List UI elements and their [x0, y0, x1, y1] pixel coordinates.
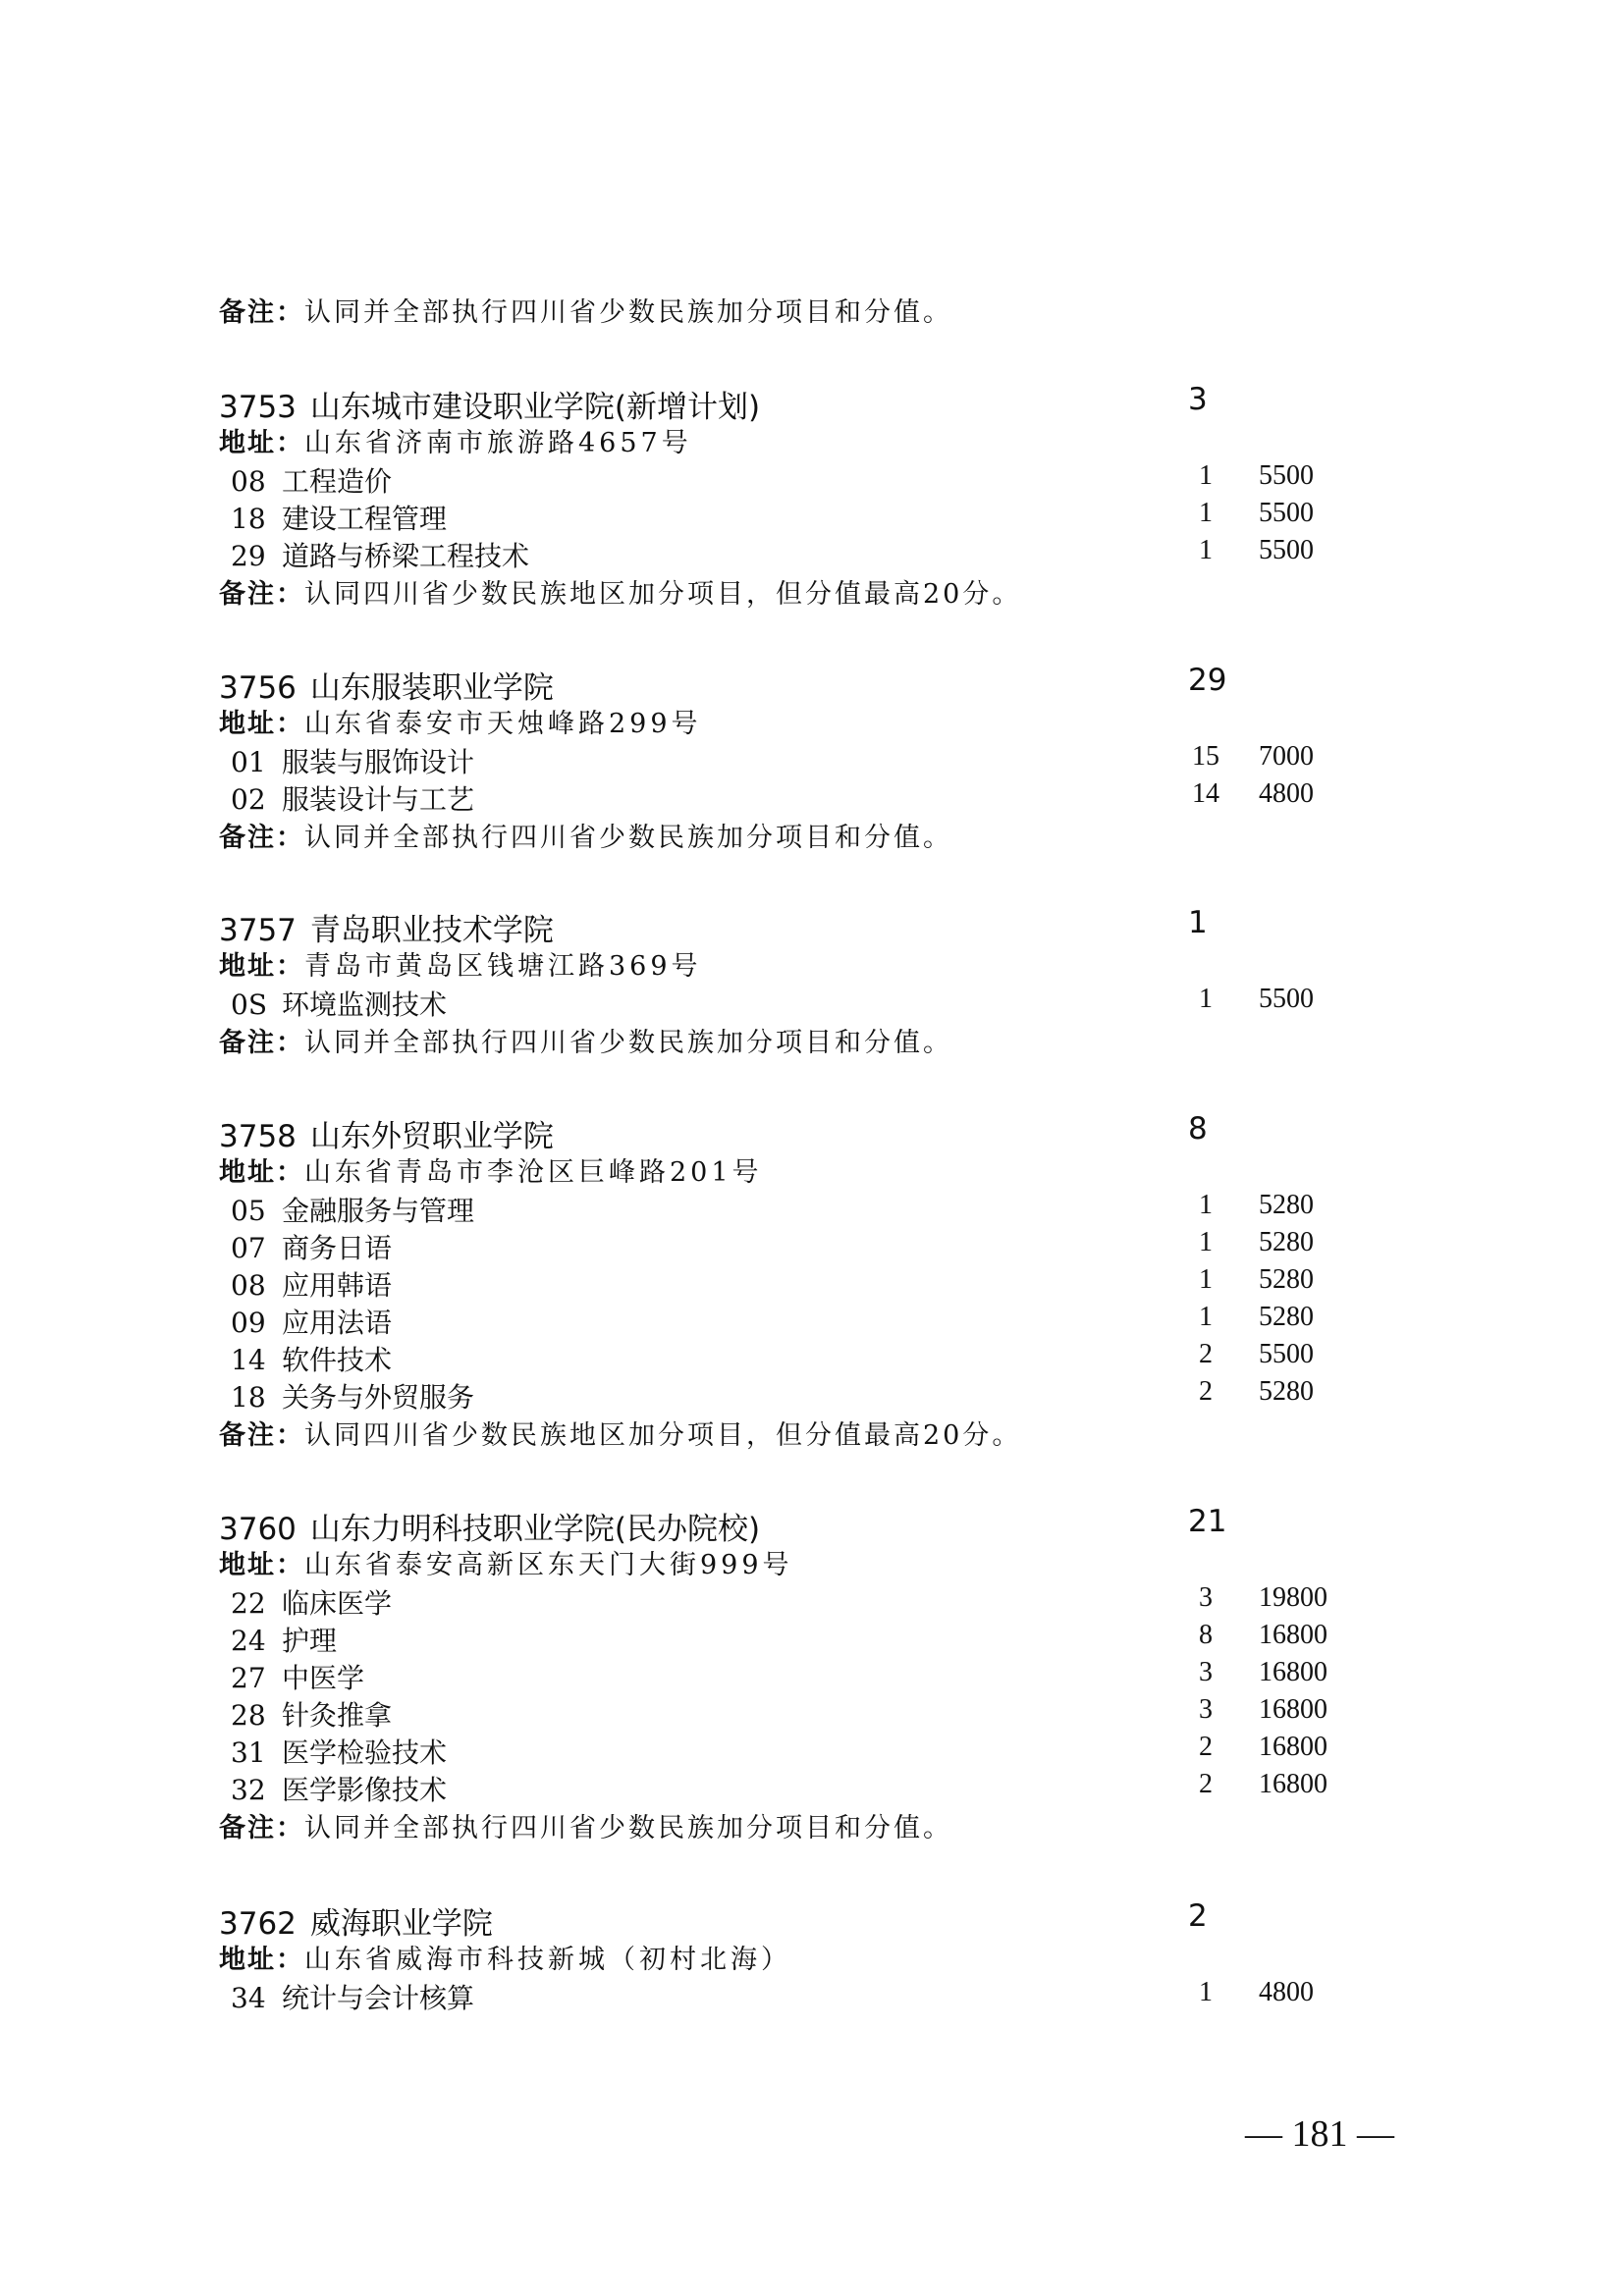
major-row	[231, 1339, 392, 1378]
address-text: 山东省泰安高新区东天门大街999号	[304, 1550, 793, 1580]
major-code: 08	[231, 465, 266, 498]
remark-text: 认同并全部执行四川省少数民族加分项目和分值。	[304, 1813, 952, 1843]
school-remark	[219, 1021, 952, 1059]
school-header	[219, 663, 554, 707]
remark-label: 备注：	[219, 823, 304, 853]
school-address	[219, 1150, 763, 1189]
school-remark	[219, 1414, 1021, 1452]
major-fee: 19800	[1259, 1582, 1327, 1613]
major-name: 环境监测技术	[282, 988, 448, 1021]
major-count: 1	[1199, 1977, 1213, 2007]
address-text: 青岛市黄岛区钱塘江路369号	[304, 951, 702, 982]
major-name: 服装与服饰设计	[282, 746, 475, 778]
major-count: 8	[1199, 1620, 1213, 1650]
major-count: 3	[1199, 1657, 1213, 1687]
major-fee: 5500	[1259, 460, 1314, 491]
major-code: 08	[231, 1269, 266, 1302]
major-name: 针灸推拿	[282, 1699, 393, 1732]
major-fee: 7000	[1259, 741, 1314, 772]
major-row	[231, 1657, 364, 1696]
major-fee: 5500	[1259, 984, 1314, 1014]
school-name: 青岛职业技术学院	[309, 913, 554, 948]
major-row	[231, 498, 447, 537]
major-name: 关务与外贸服务	[282, 1381, 475, 1414]
address-text: 山东省济南市旅游路4657号	[304, 428, 692, 458]
address-label: 地址：	[219, 709, 304, 739]
major-code: 24	[231, 1625, 266, 1657]
major-row	[231, 1190, 474, 1229]
major-count: 1	[1199, 1302, 1213, 1332]
major-code: 22	[231, 1587, 266, 1620]
school-name: 威海职业学院	[309, 1906, 493, 1942]
remark-label: 备注：	[219, 1813, 304, 1843]
major-count: 3	[1199, 1694, 1213, 1725]
major-code: 27	[231, 1662, 266, 1694]
major-row	[231, 1264, 392, 1304]
page-number-value: 181	[1291, 2113, 1348, 2155]
major-row	[231, 1694, 392, 1734]
school-plan-total: 21	[1188, 1504, 1227, 1539]
major-code: 34	[231, 1982, 266, 2014]
major-fee: 5280	[1259, 1302, 1314, 1332]
remark-text: 认同四川省少数民族地区加分项目，但分值最高20分。	[304, 579, 1022, 610]
address-text: 山东省泰安市天烛峰路299号	[304, 709, 702, 739]
major-name: 软件技术	[282, 1344, 393, 1376]
major-fee: 5280	[1259, 1227, 1314, 1257]
major-count: 15	[1192, 741, 1219, 772]
major-name: 护理	[282, 1625, 338, 1657]
major-count: 2	[1199, 1339, 1213, 1369]
major-row	[231, 741, 474, 780]
school-code: 3753	[219, 390, 297, 425]
major-fee: 16800	[1259, 1657, 1327, 1687]
address-text: 山东省青岛市李沧区巨峰路201号	[304, 1157, 763, 1188]
major-code: 01	[231, 746, 266, 778]
major-name: 建设工程管理	[282, 503, 448, 535]
school-header	[219, 382, 760, 426]
major-row	[231, 460, 392, 500]
major-name: 中医学	[282, 1662, 365, 1694]
major-code: 09	[231, 1307, 266, 1339]
major-name: 医学检验技术	[282, 1736, 448, 1769]
major-count: 14	[1192, 778, 1219, 809]
school-name: 山东城市建设职业学院(新增计划)	[309, 390, 761, 425]
major-row	[231, 1620, 337, 1659]
remark-label: 备注：	[219, 297, 304, 328]
major-fee: 5280	[1259, 1264, 1314, 1295]
major-code: 07	[231, 1232, 266, 1264]
remark-text: 认同并全部执行四川省少数民族加分项目和分值。	[304, 823, 952, 853]
major-row	[231, 1376, 474, 1415]
school-address	[219, 1543, 793, 1581]
major-name: 商务日语	[282, 1232, 393, 1264]
school-plan-total: 2	[1188, 1898, 1208, 1934]
school-address	[219, 421, 692, 459]
school-code: 3757	[219, 913, 297, 948]
school-plan-total: 8	[1188, 1111, 1208, 1147]
school-plan-total: 29	[1188, 663, 1227, 698]
major-count: 2	[1199, 1732, 1213, 1762]
address-label: 地址：	[219, 1945, 304, 1975]
major-fee: 5500	[1259, 498, 1314, 528]
school-remark	[219, 816, 952, 854]
major-fee: 16800	[1259, 1769, 1327, 1799]
major-count: 1	[1199, 460, 1213, 491]
major-name: 应用韩语	[282, 1269, 393, 1302]
major-code: 18	[231, 503, 266, 535]
major-row	[231, 778, 474, 818]
major-count: 1	[1199, 498, 1213, 528]
major-fee: 5500	[1259, 1339, 1314, 1369]
major-fee: 16800	[1259, 1694, 1327, 1725]
major-count: 3	[1199, 1582, 1213, 1613]
major-name: 应用法语	[282, 1307, 393, 1339]
major-fee: 5280	[1259, 1376, 1314, 1407]
major-row	[231, 1769, 447, 1808]
major-name: 道路与桥梁工程技术	[282, 540, 530, 572]
school-code: 3762	[219, 1906, 297, 1942]
major-count: 1	[1199, 1190, 1213, 1220]
major-name: 医学影像技术	[282, 1774, 448, 1806]
school-remark	[219, 1806, 952, 1844]
major-name: 服装设计与工艺	[282, 783, 475, 816]
remark-label: 备注：	[219, 1420, 304, 1451]
school-name: 山东外贸职业学院	[309, 1119, 554, 1154]
major-row	[231, 1732, 447, 1771]
major-code: 02	[231, 783, 266, 816]
major-code: 14	[231, 1344, 266, 1376]
school-plan-total: 1	[1188, 905, 1208, 940]
major-count: 2	[1199, 1769, 1213, 1799]
major-code: 0S	[231, 988, 267, 1021]
major-fee: 16800	[1259, 1732, 1327, 1762]
remark-text: 认同并全部执行四川省少数民族加分项目和分值。	[304, 1028, 952, 1058]
address-label: 地址：	[219, 428, 304, 458]
remark-text: 认同并全部执行四川省少数民族加分项目和分值。	[304, 297, 952, 328]
school-name: 山东服装职业学院	[309, 670, 554, 706]
address-label: 地址：	[219, 1550, 304, 1580]
major-row	[231, 535, 529, 574]
page-number: — 181 —	[1245, 2113, 1394, 2155]
major-name: 金融服务与管理	[282, 1195, 475, 1227]
school-remark	[219, 572, 1021, 611]
school-code: 3758	[219, 1119, 297, 1154]
school-header	[219, 905, 554, 949]
school-header	[219, 1898, 493, 1943]
major-row	[231, 1302, 392, 1341]
major-name: 工程造价	[282, 465, 393, 498]
major-name: 统计与会计核算	[282, 1982, 475, 2014]
school-plan-total: 3	[1188, 382, 1208, 417]
major-fee: 4800	[1259, 778, 1314, 809]
major-row	[231, 1977, 474, 2016]
school-address	[219, 702, 702, 740]
address-label: 地址：	[219, 951, 304, 982]
major-code: 05	[231, 1195, 266, 1227]
major-fee: 5280	[1259, 1190, 1314, 1220]
remark-text: 认同四川省少数民族地区加分项目，但分值最高20分。	[304, 1420, 1022, 1451]
major-fee: 5500	[1259, 535, 1314, 565]
major-row	[231, 984, 447, 1023]
school-address	[219, 944, 702, 983]
major-code: 32	[231, 1774, 266, 1806]
major-code: 29	[231, 540, 266, 572]
major-code: 31	[231, 1736, 266, 1769]
major-row	[231, 1582, 392, 1622]
major-code: 28	[231, 1699, 266, 1732]
remark-label: 备注：	[219, 579, 304, 610]
major-fee: 16800	[1259, 1620, 1327, 1650]
address-text: 山东省威海市科技新城（初村北海）	[304, 1945, 791, 1975]
major-row	[231, 1227, 392, 1266]
address-label: 地址：	[219, 1157, 304, 1188]
major-count: 1	[1199, 984, 1213, 1014]
school-code: 3760	[219, 1512, 297, 1547]
school-header	[219, 1111, 554, 1155]
major-name: 临床医学	[282, 1587, 393, 1620]
major-count: 1	[1199, 1227, 1213, 1257]
major-count: 1	[1199, 535, 1213, 565]
school-address	[219, 1938, 791, 1976]
school-header	[219, 1504, 760, 1548]
school-code: 3756	[219, 670, 297, 706]
school-name: 山东力明科技职业学院(民办院校)	[309, 1512, 761, 1547]
major-count: 1	[1199, 1264, 1213, 1295]
major-count: 2	[1199, 1376, 1213, 1407]
top-remark	[219, 291, 952, 329]
remark-label: 备注：	[219, 1028, 304, 1058]
major-fee: 4800	[1259, 1977, 1314, 2007]
major-code: 18	[231, 1381, 266, 1414]
